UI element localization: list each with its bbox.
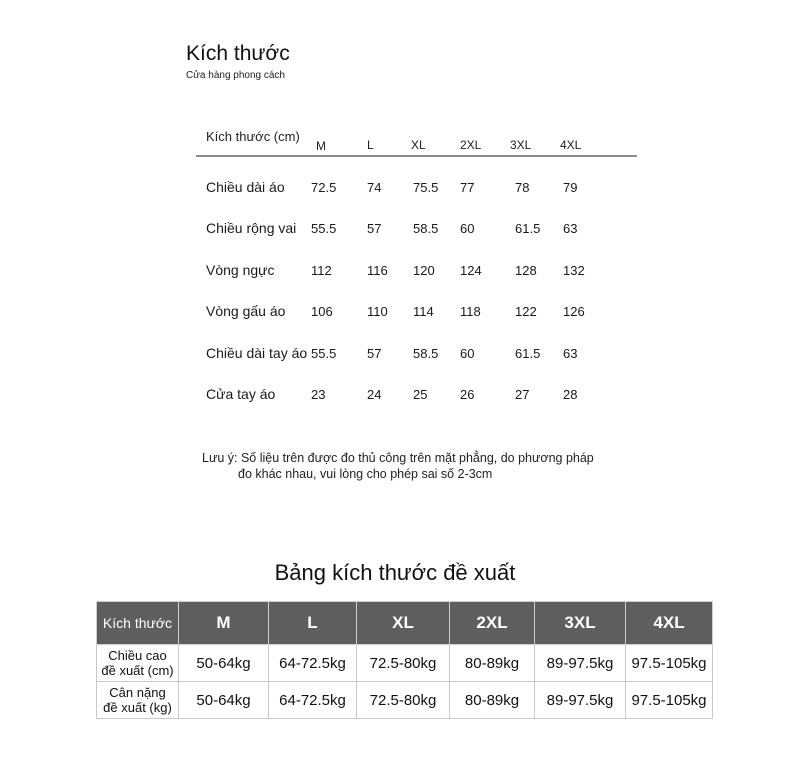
row-label-height <box>97 645 179 682</box>
header-divider <box>196 155 637 157</box>
header-size-3xl: 3XL <box>535 602 626 645</box>
header-size-2xl: 2XL <box>450 602 535 645</box>
table-cell: 58.5 <box>413 221 439 236</box>
table-cell: 28 <box>563 387 578 402</box>
table-cell: 122 <box>515 304 537 319</box>
table-cell: 132 <box>563 263 585 278</box>
table-cell: 79 <box>563 180 578 195</box>
size-header-xl: XL <box>411 138 426 152</box>
row-label-shoulder-width: Chiều rộng vai <box>206 220 297 236</box>
table-cell: 124 <box>460 263 482 278</box>
table-cell: 112 <box>311 263 332 278</box>
table-cell: 120 <box>413 263 435 278</box>
row-label-sleeve-length: Chiều dài tay áo <box>206 345 308 361</box>
table-cell: 72.5-80kg <box>357 645 450 682</box>
size-header-2xl: 2XL <box>460 138 482 152</box>
size-header-l: L <box>367 138 374 152</box>
row-label-chest: Vòng ngực <box>206 262 275 278</box>
table-cell: 63 <box>563 221 578 236</box>
table-cell: 60 <box>460 346 475 361</box>
header-size-xl: XL <box>357 602 450 645</box>
note-line-2: đo khác nhau, vui lòng cho phép sai số 2-3cm <box>238 467 493 481</box>
header-size-l: L <box>269 602 357 645</box>
size-header-4xl: 4XL <box>560 138 582 152</box>
table-cell: 61.5 <box>515 346 541 361</box>
table-cell: 23 <box>311 387 326 402</box>
header-size-label: Kích thước <box>97 602 179 645</box>
page-title: Kích thước <box>186 42 290 65</box>
recommendation-title: Bảng kích thước đề xuất <box>274 560 516 585</box>
row-label-hem: Vòng gấu áo <box>206 303 286 319</box>
table-cell: 50-64kg <box>179 645 269 682</box>
table-cell: 25 <box>413 387 428 402</box>
recommendation-table <box>96 601 713 719</box>
table-cell: 24 <box>367 387 382 402</box>
table-cell: 60 <box>460 221 475 236</box>
table-cell: 63 <box>563 346 578 361</box>
table-row <box>97 645 713 682</box>
row-label-line: Cân nặng <box>109 685 166 700</box>
table-cell: 64-72.5kg <box>269 682 357 719</box>
table-cell: 77 <box>460 180 475 195</box>
table-header-label: Kích thước (cm) <box>206 129 300 144</box>
row-label-line: đề xuất (kg) <box>103 700 172 715</box>
table-cell: 57 <box>367 346 382 361</box>
measurement-note <box>202 450 594 482</box>
table-cell: 58.5 <box>413 346 439 361</box>
table-cell: 78 <box>515 180 530 195</box>
store-subtitle: Cửa hàng phong cách <box>186 70 285 81</box>
table-cell: 26 <box>460 387 475 402</box>
table-cell: 72.5-80kg <box>357 682 450 719</box>
table-cell: 27 <box>515 387 530 402</box>
table-cell: 126 <box>563 304 585 319</box>
table-cell: 110 <box>367 304 388 319</box>
row-label-line: Chiều cao <box>108 648 167 663</box>
header-size-4xl: 4XL <box>626 602 713 645</box>
table-cell: 118 <box>460 304 481 319</box>
table-cell: 116 <box>367 263 388 278</box>
table-cell: 80-89kg <box>450 645 535 682</box>
row-label-shirt-length: Chiều dài áo <box>206 179 285 195</box>
table-cell: 74 <box>367 180 382 195</box>
table-cell: 97.5-105kg <box>626 682 713 719</box>
table-cell: 89-97.5kg <box>535 682 626 719</box>
table-cell: 57 <box>367 221 382 236</box>
table-cell: 55.5 <box>311 221 337 236</box>
table-cell: 55.5 <box>311 346 337 361</box>
size-header-m: M <box>316 139 326 153</box>
table-cell: 50-64kg <box>179 682 269 719</box>
recommendation-header-row <box>97 602 713 645</box>
table-cell: 128 <box>515 263 537 278</box>
note-line-1: Lưu ý: Số liệu trên được đo thủ công trên mặt phẳng, do phương pháp <box>202 451 594 465</box>
size-header-3xl: 3XL <box>510 138 532 152</box>
table-cell: 114 <box>413 304 434 319</box>
table-cell: 89-97.5kg <box>535 645 626 682</box>
header-size-m: M <box>179 602 269 645</box>
table-cell: 97.5-105kg <box>626 645 713 682</box>
table-cell: 61.5 <box>515 221 541 236</box>
table-cell: 106 <box>311 304 333 319</box>
row-label-weight <box>97 682 179 719</box>
table-cell: 75.5 <box>413 180 439 195</box>
row-label-cuff: Cửa tay áo <box>206 386 276 402</box>
row-label-line: đề xuất (cm) <box>101 663 174 678</box>
table-row <box>97 682 713 719</box>
table-cell: 72.5 <box>311 180 337 195</box>
table-cell: 64-72.5kg <box>269 645 357 682</box>
table-cell: 80-89kg <box>450 682 535 719</box>
